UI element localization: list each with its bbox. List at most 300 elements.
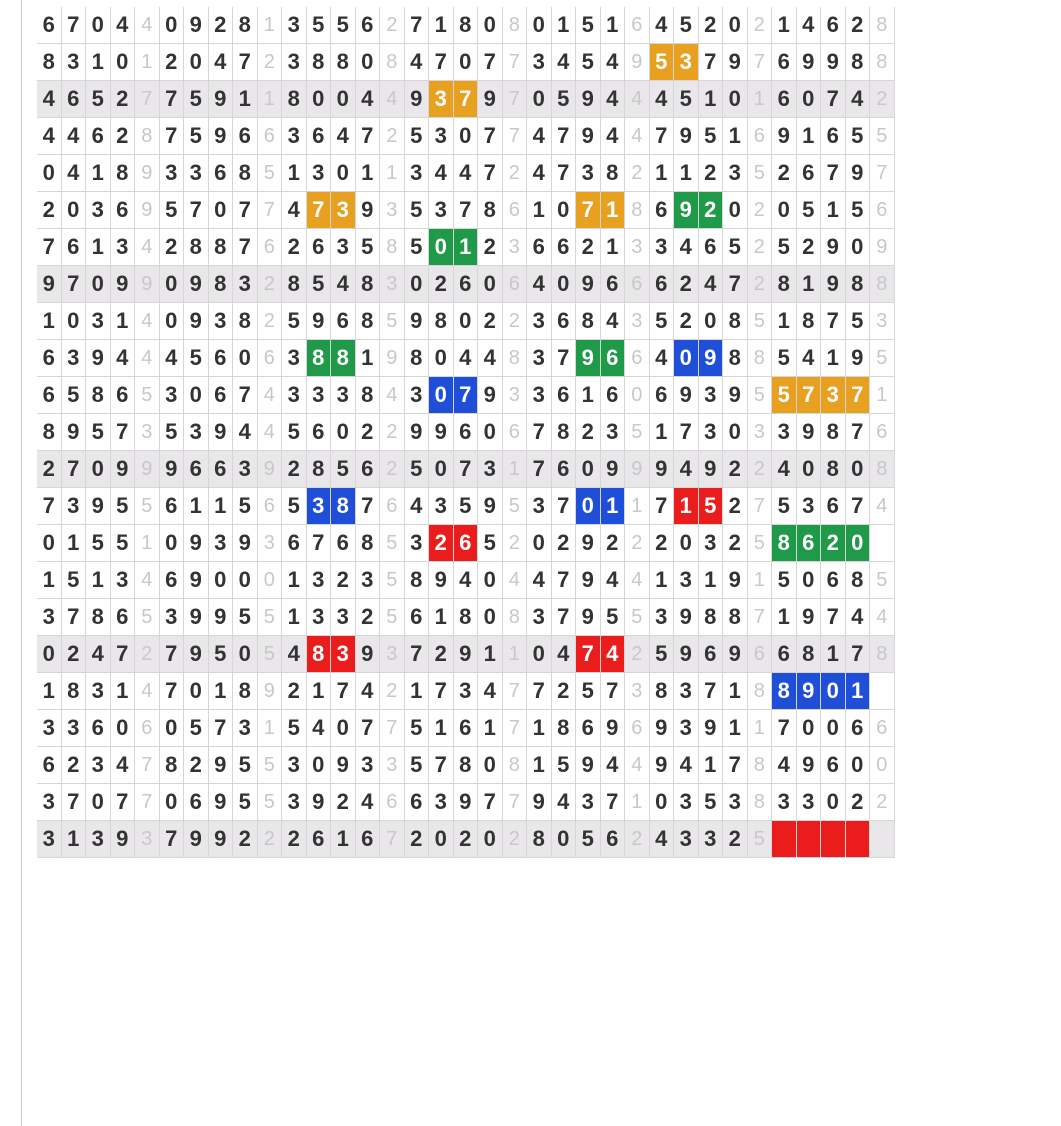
digit-cell: 6: [282, 525, 307, 562]
digit-cell: 4: [601, 303, 626, 340]
digit-cell: 1: [674, 155, 699, 192]
digit-cell: 4: [552, 636, 577, 673]
digit-cell: 3: [674, 784, 699, 821]
separator-cell: 6: [748, 118, 773, 155]
separator-cell: 3: [380, 747, 405, 784]
separator-cell: 7: [503, 673, 528, 710]
digit-cell: 0: [552, 821, 577, 858]
digit-cell: 2: [846, 7, 871, 44]
digit-cell: 6: [111, 377, 136, 414]
digit-cell: 3: [527, 303, 552, 340]
highlight-cell: 9: [699, 340, 724, 377]
digit-cell: 5: [674, 81, 699, 118]
digit-cell: 7: [650, 488, 675, 525]
digit-cell: 9: [184, 562, 209, 599]
separator-cell: 5: [258, 747, 283, 784]
separator-cell: 8: [135, 118, 160, 155]
digit-cell: 3: [429, 192, 454, 229]
digit-cell: 1: [37, 303, 62, 340]
digit-cell: 1: [62, 525, 87, 562]
digit-cell: 7: [454, 451, 479, 488]
digit-cell: 3: [405, 377, 430, 414]
digit-cell: 3: [650, 599, 675, 636]
digit-cell: 7: [552, 599, 577, 636]
separator-cell: 0: [625, 377, 650, 414]
digit-cell: 5: [282, 303, 307, 340]
digit-cell: 7: [233, 44, 258, 81]
separator-cell: 4: [503, 562, 528, 599]
digit-cell: 2: [37, 451, 62, 488]
digit-cell: 7: [699, 673, 724, 710]
digit-cell: 5: [699, 784, 724, 821]
separator-cell: 3: [380, 192, 405, 229]
digit-cell: 4: [233, 414, 258, 451]
digit-cell: 1: [86, 562, 111, 599]
separator-cell: 8: [870, 451, 895, 488]
digit-cell: 2: [576, 414, 601, 451]
digit-cell: 8: [233, 303, 258, 340]
digit-cell: 1: [86, 44, 111, 81]
separator-cell: 4: [135, 340, 160, 377]
digit-cell: 0: [797, 451, 822, 488]
digit-cell: 8: [454, 599, 479, 636]
digit-cell: 8: [552, 414, 577, 451]
digit-cell: 1: [650, 155, 675, 192]
digit-cell: 9: [62, 414, 87, 451]
digit-cell: 9: [821, 229, 846, 266]
digit-cell: 4: [405, 44, 430, 81]
separator-cell: 2: [748, 451, 773, 488]
digit-cell: 6: [62, 229, 87, 266]
digit-cell: 3: [699, 525, 724, 562]
separator-cell: 4: [625, 81, 650, 118]
digit-cell: 0: [429, 821, 454, 858]
digit-cell: 7: [699, 44, 724, 81]
separator-cell: 1: [625, 488, 650, 525]
digit-cell: 8: [184, 229, 209, 266]
digit-cell: 3: [62, 340, 87, 377]
highlight-cell: 0: [429, 377, 454, 414]
digit-cell: 5: [405, 118, 430, 155]
separator-cell: 5: [625, 414, 650, 451]
highlight-cell: 0: [674, 340, 699, 377]
digit-cell: 3: [209, 525, 234, 562]
highlight-cell: [846, 821, 871, 858]
digit-cell: 4: [846, 599, 871, 636]
digit-cell: 3: [331, 377, 356, 414]
digit-cell: 5: [650, 636, 675, 673]
digit-cell: 9: [209, 118, 234, 155]
digit-cell: 3: [282, 747, 307, 784]
digit-cell: 1: [772, 599, 797, 636]
digit-cell: 9: [576, 599, 601, 636]
highlight-cell: 7: [846, 377, 871, 414]
digit-cell: 9: [723, 44, 748, 81]
digit-cell: 3: [282, 377, 307, 414]
digit-cell: 4: [331, 118, 356, 155]
digit-cell: 7: [552, 118, 577, 155]
digit-cell: 7: [821, 81, 846, 118]
digit-cell: 1: [86, 155, 111, 192]
digit-cell: 9: [184, 525, 209, 562]
separator-cell: 2: [258, 44, 283, 81]
separator-cell: 2: [503, 821, 528, 858]
digit-cell: 2: [405, 821, 430, 858]
digit-cell: 1: [821, 340, 846, 377]
separator-cell: 5: [748, 155, 773, 192]
digit-cell: 7: [601, 673, 626, 710]
digit-cell: 1: [723, 710, 748, 747]
digit-cell: 9: [699, 451, 724, 488]
grid-row: [37, 710, 895, 747]
digit-cell: 9: [576, 266, 601, 303]
digit-cell: 4: [601, 747, 626, 784]
digit-cell: 0: [527, 7, 552, 44]
digit-cell: 3: [233, 710, 258, 747]
digit-cell: 3: [797, 488, 822, 525]
separator-cell: 1: [870, 377, 895, 414]
highlight-cell: 9: [797, 673, 822, 710]
digit-cell: 7: [62, 599, 87, 636]
separator-cell: 3: [135, 821, 160, 858]
digit-cell: 4: [454, 155, 479, 192]
digit-cell: 0: [233, 636, 258, 673]
digit-cell: 5: [184, 118, 209, 155]
separator-cell: 3: [503, 377, 528, 414]
separator-cell: 5: [748, 377, 773, 414]
highlight-cell: 7: [797, 377, 822, 414]
digit-cell: 0: [111, 44, 136, 81]
digit-cell: 7: [62, 451, 87, 488]
digit-cell: 0: [331, 155, 356, 192]
digit-cell: 2: [184, 747, 209, 784]
digit-cell: 6: [772, 636, 797, 673]
separator-cell: 5: [748, 821, 773, 858]
digit-cell: 2: [552, 673, 577, 710]
digit-cell: 5: [62, 377, 87, 414]
digit-cell: 0: [772, 192, 797, 229]
separator-cell: 7: [870, 155, 895, 192]
digit-cell: 1: [772, 303, 797, 340]
digit-cell: 2: [282, 229, 307, 266]
digit-cell: 0: [429, 340, 454, 377]
digit-cell: 0: [62, 303, 87, 340]
separator-cell: 6: [748, 636, 773, 673]
digit-cell: 1: [356, 155, 381, 192]
digit-cell: 5: [233, 784, 258, 821]
highlight-cell: 6: [601, 340, 626, 377]
digit-cell: 7: [846, 636, 871, 673]
digit-cell: 0: [184, 44, 209, 81]
digit-cell: 8: [356, 303, 381, 340]
digit-cell: 3: [86, 821, 111, 858]
digit-cell: 0: [160, 525, 185, 562]
digit-cell: 7: [650, 118, 675, 155]
grid-row: [37, 784, 895, 821]
digit-cell: 6: [454, 266, 479, 303]
digit-cell: 5: [846, 118, 871, 155]
digit-cell: 6: [356, 821, 381, 858]
digit-cell: 2: [429, 266, 454, 303]
separator-cell: 7: [135, 81, 160, 118]
digit-cell: 4: [650, 340, 675, 377]
digit-cell: 4: [552, 784, 577, 821]
separator-cell: 7: [258, 192, 283, 229]
digit-cell: 0: [86, 784, 111, 821]
digit-cell: 3: [86, 747, 111, 784]
separator-cell: 8: [870, 7, 895, 44]
highlight-cell: 8: [772, 525, 797, 562]
digit-cell: 7: [552, 562, 577, 599]
digit-cell: 3: [478, 451, 503, 488]
digit-cell: 0: [576, 451, 601, 488]
separator-cell: 2: [503, 155, 528, 192]
highlight-cell: 3: [331, 636, 356, 673]
highlight-cell: [772, 821, 797, 858]
grid-row: [37, 525, 895, 562]
digit-cell: 1: [233, 81, 258, 118]
digit-cell: 2: [478, 229, 503, 266]
digit-cell: 8: [282, 81, 307, 118]
separator-cell: 9: [258, 451, 283, 488]
digit-cell: 5: [282, 488, 307, 525]
digit-cell: 6: [650, 266, 675, 303]
separator-cell: 8: [870, 44, 895, 81]
digit-cell: 9: [797, 747, 822, 784]
digit-cell: 3: [111, 562, 136, 599]
grid-row: [37, 266, 895, 303]
separator-cell: 2: [625, 155, 650, 192]
separator-cell: 4: [258, 377, 283, 414]
digit-cell: 9: [111, 266, 136, 303]
digit-cell: 1: [772, 7, 797, 44]
digit-cell: 0: [478, 599, 503, 636]
highlight-cell: 1: [601, 488, 626, 525]
digit-cell: 3: [282, 340, 307, 377]
separator-cell: 1: [135, 525, 160, 562]
digit-cell: 1: [576, 377, 601, 414]
digit-cell: 4: [111, 747, 136, 784]
separator-cell: 4: [625, 747, 650, 784]
digit-cell: 9: [307, 303, 332, 340]
digit-cell: 7: [478, 784, 503, 821]
digit-cell: 5: [86, 525, 111, 562]
separator-cell: 4: [870, 488, 895, 525]
digit-cell: 2: [160, 229, 185, 266]
digit-cell: 2: [797, 229, 822, 266]
digit-cell: 8: [478, 192, 503, 229]
digit-cell: 4: [601, 44, 626, 81]
separator-cell: 8: [748, 673, 773, 710]
digit-cell: 9: [821, 44, 846, 81]
separator-cell: 7: [503, 44, 528, 81]
separator-cell: 2: [748, 192, 773, 229]
highlight-cell: 0: [429, 229, 454, 266]
digit-cell: 0: [209, 192, 234, 229]
separator-cell: 2: [258, 266, 283, 303]
digit-cell: 7: [552, 340, 577, 377]
grid-row: [37, 414, 895, 451]
digit-cell: 5: [405, 747, 430, 784]
grid-row: [37, 636, 895, 673]
digit-cell: 8: [405, 562, 430, 599]
separator-cell: 4: [625, 118, 650, 155]
digit-cell: 6: [111, 192, 136, 229]
digit-cell: 4: [674, 747, 699, 784]
highlight-cell: 6: [797, 525, 822, 562]
digit-cell: 4: [331, 266, 356, 303]
digit-cell: 6: [601, 266, 626, 303]
digit-cell: 0: [797, 562, 822, 599]
digit-cell: 9: [674, 377, 699, 414]
highlight-cell: [797, 821, 822, 858]
digit-cell: 8: [454, 7, 479, 44]
digit-cell: 7: [356, 710, 381, 747]
digit-cell: 3: [282, 784, 307, 821]
separator-cell: 5: [258, 599, 283, 636]
digit-cell: 7: [307, 525, 332, 562]
separator-cell: 7: [503, 81, 528, 118]
digit-cell: 2: [62, 636, 87, 673]
digit-cell: 0: [527, 636, 552, 673]
digit-cell: 9: [576, 81, 601, 118]
digit-cell: 5: [674, 7, 699, 44]
digit-cell: 6: [821, 488, 846, 525]
digit-cell: 9: [478, 377, 503, 414]
separator-cell: 5: [135, 377, 160, 414]
digit-cell: 3: [601, 414, 626, 451]
separator-cell: 7: [135, 747, 160, 784]
highlight-cell: 7: [307, 192, 332, 229]
digit-cell: 1: [601, 229, 626, 266]
separator-cell: 9: [258, 673, 283, 710]
separator-cell: 5: [380, 525, 405, 562]
digit-cell: 0: [674, 525, 699, 562]
digit-cell: 4: [37, 81, 62, 118]
digit-cell: 8: [405, 340, 430, 377]
digit-cell: 0: [405, 266, 430, 303]
digit-cell: 7: [429, 673, 454, 710]
separator-cell: 2: [625, 821, 650, 858]
digit-cell: 5: [184, 81, 209, 118]
digit-cell: 0: [160, 784, 185, 821]
separator-cell: 1: [258, 81, 283, 118]
digit-cell: 0: [160, 710, 185, 747]
digit-cell: 7: [821, 599, 846, 636]
digit-cell: 8: [62, 673, 87, 710]
digit-cell: 2: [478, 303, 503, 340]
separator-cell: 3: [380, 636, 405, 673]
separator-cell: 9: [135, 155, 160, 192]
separator-cell: 9: [625, 44, 650, 81]
digit-cell: 1: [429, 599, 454, 636]
digit-cell: 3: [209, 303, 234, 340]
digit-cell: 3: [797, 784, 822, 821]
separator-cell: 6: [625, 266, 650, 303]
digit-cell: 8: [650, 673, 675, 710]
digit-cell: 1: [86, 229, 111, 266]
digit-cell: 8: [527, 821, 552, 858]
separator-cell: 1: [503, 636, 528, 673]
separator-cell: 1: [135, 44, 160, 81]
separator-cell: 1: [258, 710, 283, 747]
digit-cell: 8: [307, 44, 332, 81]
digit-cell: 3: [307, 377, 332, 414]
grid-row: [37, 821, 895, 858]
separator-cell: 4: [625, 562, 650, 599]
digit-cell: 4: [674, 451, 699, 488]
digit-cell: 5: [233, 599, 258, 636]
highlight-cell: 8: [331, 488, 356, 525]
digit-cell: 4: [699, 266, 724, 303]
digit-cell: 3: [86, 303, 111, 340]
separator-cell: 6: [135, 710, 160, 747]
digit-cell: 2: [111, 118, 136, 155]
digit-cell: 7: [821, 155, 846, 192]
highlight-cell: 3: [307, 488, 332, 525]
digit-cell: 5: [772, 229, 797, 266]
digit-cell: 2: [699, 7, 724, 44]
digit-cell: 4: [846, 81, 871, 118]
separator-cell: 6: [380, 784, 405, 821]
digit-cell: 9: [650, 710, 675, 747]
separator-cell: 3: [625, 303, 650, 340]
digit-cell: 9: [674, 118, 699, 155]
digit-cell: 0: [209, 562, 234, 599]
digit-cell: 8: [233, 7, 258, 44]
separator-cell: 5: [625, 599, 650, 636]
digit-cell: 9: [576, 525, 601, 562]
digit-cell: 8: [233, 673, 258, 710]
separator-cell: 7: [503, 118, 528, 155]
highlight-cell: 0: [576, 488, 601, 525]
digit-cell: 3: [429, 118, 454, 155]
digit-cell: 9: [454, 636, 479, 673]
digit-cell: 0: [233, 340, 258, 377]
digit-cell: 8: [111, 155, 136, 192]
digit-cell: 5: [405, 229, 430, 266]
digit-cell: 9: [405, 303, 430, 340]
digit-cell: 3: [772, 414, 797, 451]
digit-cell: 8: [723, 599, 748, 636]
digit-cell: 3: [62, 710, 87, 747]
digit-cell: 4: [601, 81, 626, 118]
separator-cell: 8: [625, 192, 650, 229]
digit-cell: 0: [723, 414, 748, 451]
digit-cell: 7: [160, 821, 185, 858]
digit-cell: 9: [209, 821, 234, 858]
highlight-cell: 7: [576, 636, 601, 673]
digit-cell: 9: [454, 784, 479, 821]
digit-cell: 5: [772, 562, 797, 599]
separator-cell: 6: [258, 340, 283, 377]
digit-cell: 8: [821, 451, 846, 488]
separator-cell: 2: [503, 525, 528, 562]
digit-cell: 9: [184, 636, 209, 673]
digit-cell: 1: [723, 118, 748, 155]
digit-cell: 3: [184, 155, 209, 192]
digit-cell: 7: [160, 81, 185, 118]
digit-cell: 9: [307, 784, 332, 821]
digit-cell: 2: [62, 747, 87, 784]
separator-cell: 2: [380, 414, 405, 451]
digit-cell: 0: [111, 710, 136, 747]
separator-cell: 6: [625, 710, 650, 747]
digit-cell: 6: [821, 747, 846, 784]
digit-cell: 7: [356, 118, 381, 155]
digit-cell: 3: [405, 525, 430, 562]
digit-cell: 2: [160, 44, 185, 81]
